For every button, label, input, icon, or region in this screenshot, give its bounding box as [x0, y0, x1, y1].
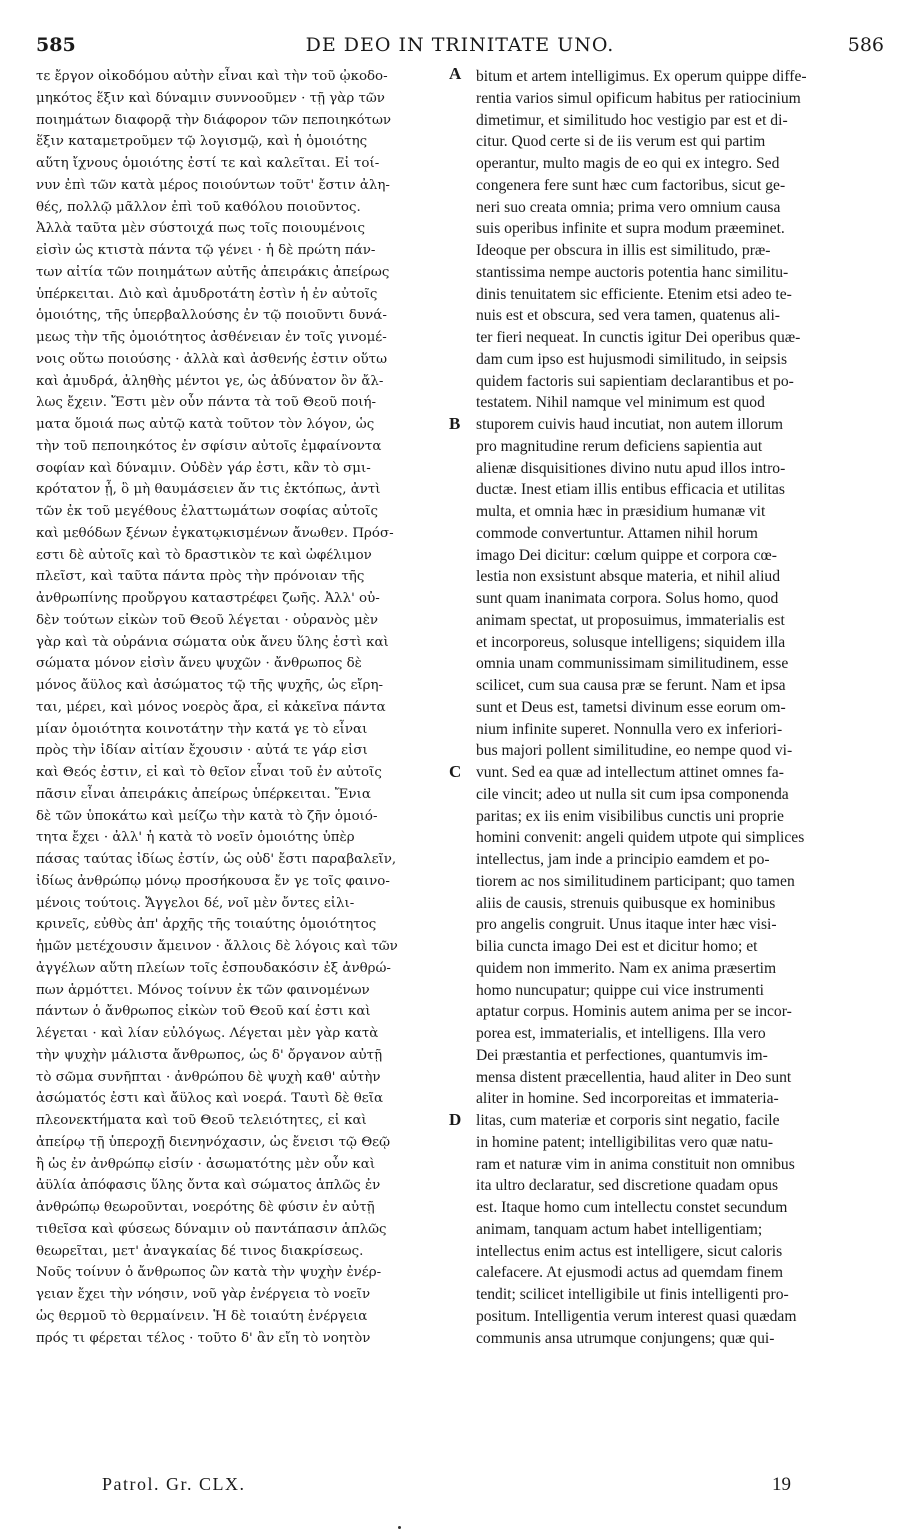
page-number-right: 586	[847, 34, 884, 56]
greek-text-line: Νοῦς τοίνυν ὁ ἄνθρωπος ὢν κατὰ τὴν ψυχὴν ἐνέρ-	[36, 1265, 382, 1281]
greek-text-line: νοις οὕτω ποιούσης · ἀλλὰ καὶ ἀσθενής ἐστιν οὕτω	[36, 351, 387, 367]
latin-column	[476, 66, 888, 1349]
greek-text-line: ὡς θερμοῦ τὸ θερμαίνειν. Ἡ δὲ τοιαύτη ἐνέργεια	[36, 1308, 368, 1324]
section-marker-c: C	[449, 762, 462, 781]
latin-text-line: operantur, multo magis de eo qui ex integro. Sed	[476, 155, 780, 172]
greek-text-line: ἀϋλία ἀπόφασις ὕλης ὄντα καὶ σώματος ἁπλῶς ἐν	[36, 1178, 381, 1194]
footer-signature: Patrol. Gr. CLX.	[102, 1474, 246, 1494]
greek-text-line: σοφίαν καὶ δύναμιν. Οὐδὲν γάρ ἐστι, κἂν τὸ σμι-	[36, 460, 371, 476]
latin-text-line: est. Itaque homo cum intellectu constet secundum	[476, 1199, 788, 1216]
greek-text-line: ἕξιν καταμετροῦμεν τῷ λογισμῷ, καὶ ἡ ὁμοιότης	[36, 134, 368, 150]
greek-text-line: τὴν ψυχὴν μάλιστα ἄνθρωπος, ὡς δ' ὄργανον αὐτῇ	[36, 1047, 383, 1063]
latin-text-line: porea est, immaterialis, et intelligens. Illa vero	[476, 1025, 766, 1042]
latin-text-line: pro angelis congruit. Unus itaque inter hæc visi-	[476, 916, 777, 934]
latin-text-line: nium infinite superet. Nonnulla vero ex inferiori-	[476, 720, 783, 738]
greek-text-line: των αἰτία τῶν ποιημάτων αὐτῆς ἀπειράκις ἀπείρως	[36, 264, 390, 280]
greek-text-line: ὑπέρκειται. Διὸ καὶ ἀμυδροτάτη ἐστὶν ἡ ἐν αὐτοῖς	[36, 286, 378, 302]
greek-text-line: ἀγγέλων αὕτη πλείων τοῖς ἐσπουδακόσιν ἐξ ἀνθρώ-	[36, 960, 391, 976]
latin-text-line: dam cum ipso est hujusmodi similitudo, in seipsis	[476, 350, 788, 368]
greek-text-line: πάσας ταύτας ἰδίως ἐστίν, ὡς οὐδ' ἔστι παραβαλεῖν,	[36, 852, 397, 867]
running-header	[36, 34, 884, 64]
latin-text-line: ita ultro declaratur, sed discretione quadam opus	[476, 1177, 779, 1195]
latin-text-line: dimetimur, et similitudo hoc vestigio par est et di-	[476, 111, 788, 129]
greek-text-line: μίαν ὁμοιότητα κοινοτάτην τὴν κατά γε τὸ εἶναι	[36, 721, 368, 737]
latin-text-line: ter fieri nequeat. In cunctis igitur Dei operibus quæ-	[476, 329, 801, 346]
latin-text-line: mensa distent præcellentia, haud aliter in Deo sunt	[476, 1068, 792, 1086]
latin-text-line: paritas; ex iis enim visibilibus cunctis uni proprie	[476, 807, 784, 825]
greek-text-line: ἀνθρωπίνης προὔργου καταστρέφει ζωῆς. Ἀλλ' οὐ-	[36, 591, 380, 606]
greek-text-line: ματα ὅμοιά πως αὐτῷ κατὰ τοῦτον τὸν λόγον, ὡς	[36, 417, 375, 432]
latin-text-line: sunt quam inanimata corpora. Solus homo, quod	[476, 590, 779, 607]
latin-text-line: stantissima nempe auctoris potentia hanc similitu-	[476, 263, 789, 281]
latin-text-line: testatem. Nihil namque vel minimum est quod	[476, 394, 765, 412]
greek-text-line: κρότατον ᾖ, ὃ μὴ θαυμάσειεν ἄν τις ἐκτόπως, ἀντὶ	[36, 482, 381, 498]
latin-text-line: tiorem ac nos similitudinem participant; quo tamen	[476, 872, 795, 890]
greek-text-line: λως ἔχειν. Ἔστι μὲν οὖν πάντα τὰ τοῦ Θεοῦ ποιή-	[36, 395, 377, 411]
greek-text-line: ἀσώματός ἐστι καὶ ἄϋλος καὶ νοερά. Ταυτὶ δὲ θεῖα	[36, 1091, 384, 1107]
greek-text-line: μηκότος ἕξιν καὶ δύναμιν συννοοῦμεν · τῇ γὰρ τῶν	[36, 90, 385, 106]
greek-text-line: κρινεῖς, εὐθὺς ἀπ' ἀρχῆς τῆς τοιαύτης ὁμοιότητος	[36, 917, 377, 933]
greek-text-line: τε ἔργον οἰκοδόμου αὐτὴν εἶναι καὶ τὴν τοῦ ᾠκοδο-	[36, 69, 388, 84]
latin-text-line: imago Dei dicitur: cœlum quippe et corpora cœ-	[476, 546, 777, 564]
latin-text-line: positum. Intelligentia verum interest quasi quædam	[476, 1307, 797, 1325]
latin-text-line: neri suo creata omnia; prima vero omnium causa	[476, 198, 781, 216]
latin-text-line: homo nuncupatur; quippe cui vice instrumenti	[476, 981, 764, 999]
greek-text-line: δὲ τῶν ὑποκάτω καὶ μείζω τὴν κατὰ τὸ ζῆν ὁμοιό-	[36, 808, 378, 824]
latin-text-line: bus majori pollent similitudine, eo nempe quod vi-	[476, 742, 793, 760]
greek-text-line: καὶ Θεός ἐστιν, εἰ καὶ τὸ θεῖον εἶναι τοῦ ἐν αὐτοῖς	[36, 765, 382, 780]
latin-text-line: homini convenit: angeli quidem utpote qui simplices	[476, 829, 805, 847]
greek-text-line: γὰρ καὶ τὰ οὐράνια σώματα οὐκ ἄνευ ὕλης ἐστὶ καὶ	[36, 634, 389, 650]
latin-text-line: bilia cuncta imago Dei est et dicitur homo; et	[476, 938, 758, 955]
latin-text-line: bitum et artem intelligimus. Ex operum quippe diffe-	[476, 68, 807, 85]
latin-text-line: intellectus enim actus est intelligere, sicut caloris	[476, 1242, 783, 1260]
running-title: DE DEO IN TRINITATE UNO.	[305, 34, 615, 56]
latin-text-line: tendit; scilicet intelligibile ut finis intelligenti pro-	[476, 1286, 789, 1303]
page-number-left: 585	[36, 34, 76, 56]
greek-text-line: τὴν τοῦ πεποιηκότος ἐν σφίσιν αὐτοῖς ἐμφαίνοντα	[36, 438, 382, 454]
section-marker-b: B	[449, 414, 461, 433]
greek-text-line: τὸ σῶμα συνῆπται · ἀνθρώπου δὲ ψυχὴ καθ' αὑτὴν	[36, 1069, 381, 1085]
greek-text-line: ἰδίως ἀνθρώπῳ μόνῳ προσήκουσα ἔν γε τοῖς φαινο-	[36, 873, 390, 889]
latin-text-line: ductæ. Inest etiam illis entibus efficacia et utilitas	[476, 481, 785, 499]
latin-text-line: ram et naturæ vim in anima constituit non omnibus	[476, 1155, 795, 1173]
latin-text-line: commode convertuntur. Attamen nihil horum	[476, 524, 758, 542]
greek-text-line: εἰσὶν ὡς κτιστὰ πάντα τῷ γένει · ἡ δὲ πρώτη πάν-	[36, 243, 376, 258]
latin-text-line: omnia unam communissimam similitudinem, esse	[476, 655, 789, 673]
latin-text-line: quidem factoris sui sapientiam declarantibus et po-	[476, 372, 794, 390]
latin-text-line: congenera fere sunt hæc cum factoribus, sicut ge-	[476, 176, 786, 194]
greek-text-line: Ἀλλὰ ταῦτα μὲν σύστοιχά πως τοῖς ποιουμένοις	[36, 221, 365, 237]
greek-text-line: νυν ἐπὶ τῶν κατὰ μέρος ποιούντων τοῦτ' ἔστιν ἀλη-	[36, 177, 390, 193]
greek-text-line: πλεῖστ, καὶ ταῦτα πάντα πρὸς τὴν πρόνοιαν τῆς	[36, 569, 365, 585]
greek-text-line: ἡμῶν μετέχουσιν ἄμεινον · ἄλλοις δὲ λόγοις καὶ τῶν	[36, 939, 398, 954]
greek-column	[36, 66, 460, 1349]
greek-text-line: τητα ἔχει · ἀλλ' ἡ κατὰ τὸ νοεῖν ὁμοιότης ὑπὲρ	[36, 830, 355, 846]
latin-text-line: aptatur corpus. Hominis autem anima per se incor-	[476, 1003, 792, 1021]
latin-text-line: in homine patent; intelligibilitas vero quæ natu-	[476, 1133, 774, 1151]
latin-text-line: pro magnitudine rerum deficiens sapientia aut	[476, 437, 763, 455]
greek-text-line: τῶν ἐκ τοῦ μεγέθους ἐλαττωμάτων σοφίας αὐτοῖς	[36, 504, 378, 519]
greek-text-line: μεως τὴν τῆς ὁμοιότητος ἀσθένειαν ἐν τοῖς γινομέ-	[36, 330, 387, 345]
greek-text-line: καὶ ἀμυδρά, ἀληθὴς μέντοι γε, ὡς ἀδύνατον ὂν ἄλ-	[36, 373, 384, 389]
latin-text-line: animam, tanquam actum habet intelligentiam;	[476, 1220, 763, 1238]
greek-text-line: ται, μέρει, καὶ μόνος νοερὸς ἄρα, εἰ κἀκεῖνα πάντα	[36, 699, 386, 715]
latin-text-line: communis ansa utrumque conjungens; quæ qui-	[476, 1329, 775, 1347]
greek-text-line: καὶ μεθόδων ξένων ἐγκατῳκισμένων ἄνωθεν. Πρόσ-	[36, 525, 394, 541]
greek-text-line: τιθεῖσα καὶ φύσεως δύναμιν οὐ παντάπασιν ἁπλῶς	[36, 1221, 387, 1237]
latin-text-line: aliter in homine. Sed incorporeitas et immateria-	[476, 1090, 779, 1108]
latin-text-line: suis operibus infinite et supra modum præeminet.	[476, 220, 785, 238]
greek-text-line: θές, πολλῷ μᾶλλον ἐπὶ τοῦ καθόλου ποιοῦντος.	[36, 199, 361, 215]
latin-text-line: et incorporeus, solusque intelligens; siquidem illa	[476, 633, 786, 651]
latin-text-line: multa, et omnia hæc in præsidium humanæ vit	[476, 503, 766, 520]
greek-text-line: αὕτη ἴχνους ὁμοιότης ἐστί τε καὶ καλεῖται. Εἰ τοί-	[36, 156, 380, 171]
latin-text-line: quidem non immerito. Nam ex anima præsertim	[476, 959, 777, 977]
section-marker-a: A	[449, 64, 462, 83]
latin-text-line: Dei præstantia et perfectiones, quantumvis im-	[476, 1046, 768, 1064]
greek-text-line: πρὸς τὴν ἰδίαν αἰτίαν ἔχουσιν · αὐτά τε γάρ εἰσι	[36, 743, 368, 759]
footer-sheet-number: 19	[772, 1474, 791, 1495]
greek-text-line: μένοις τούτοις. Ἄγγελοι δέ, νοῖ μὲν ὄντες εἰλι-	[36, 895, 355, 911]
latin-text-line: nuis est et obscura, sed vera tamen, quatenus ali-	[476, 307, 780, 325]
greek-text-line: πρός τι φέρεται τέλος · τοῦτο δ' ἂν εἴη τὸ νοητὸν	[36, 1330, 371, 1346]
greek-text-line: δὲν τούτων εἰκὼν τοῦ Θεοῦ λέγεται · οὐρανὸς μὲν	[36, 612, 379, 628]
greek-text-line: πάντων ὁ ἄνθρωπος εἰκὼν τοῦ Θεοῦ καί ἐστι καὶ	[36, 1004, 371, 1020]
latin-text-line: sunt et Deus est, tametsi divinum esse eorum om-	[476, 698, 786, 716]
greek-text-line: πᾶσιν εἶναι ἀπειράκις ἀπείρως ὑπέρκειται. Ἔνια	[36, 786, 371, 802]
greek-text-line: ἀνθρώπῳ θεωροῦνται, νοερότης δὲ φύσιν ἐν αὐτῇ	[36, 1200, 375, 1215]
latin-text-line: vunt. Sed ea quæ ad intellectum attinet omnes fa-	[476, 764, 784, 781]
latin-text-line: cile vincit; adeo ut nulla sit cum ipsa componenda	[476, 785, 789, 803]
greek-text-line: πλεονεκτήματα καὶ τοῦ Θεοῦ τελειότητες, εἰ καὶ	[36, 1113, 367, 1128]
latin-text-line: Ideoque per obscura in illis est similitudo, præ-	[476, 242, 771, 259]
section-marker-d: D	[449, 1110, 462, 1129]
page-dot	[398, 1526, 401, 1529]
latin-text-line: rentia varios simul opificum habitus per ratiocinium	[476, 89, 801, 107]
greek-text-line: μόνος ἄϋλος καὶ ἀσώματος τῷ τῆς ψυχῆς, ὡς εἴρη-	[36, 678, 384, 693]
latin-text-line: scilicet, cum sua causa præ se ferunt. Nam et ipsa	[476, 677, 786, 694]
latin-text-line: alienæ disquisitiones divino nutu apud illos intro-	[476, 459, 786, 477]
greek-text-line: ἢ ὡς ἐν ἀνθρώπῳ εἰσίν · ἀσωματότης μὲν οὖν καὶ	[36, 1156, 376, 1172]
latin-text-line: stuporem cuivis haud incutiat, non autem illorum	[476, 416, 784, 433]
greek-text-line: ὁμοιότης, τῆς ὑπερβαλλούσης ἐν τῷ ποιοῦντι δυνά-	[36, 308, 387, 324]
greek-text-line: σώματα μόνον εἰσὶν ἄνευ ψυχῶν · ἄνθρωπος δὲ	[36, 656, 362, 672]
latin-text-line: animam spectat, ut proposuimus, immaterialis est	[476, 611, 785, 629]
greek-text-line: ποιημάτων διαφορᾷ τὴν διάφορον τῶν πεποιηκότων	[36, 112, 392, 128]
greek-text-line: γειαν ἔχει τὴν νόησιν, νοῦ γὰρ ἐνέργεια τὸ νοεῖν	[36, 1287, 371, 1302]
greek-text-line: εστι δὲ αὐτοῖς καὶ τὸ δραστικὸν τε καὶ ὠφέλιμον	[36, 547, 372, 563]
latin-text-line: calefacere. At ejusmodi actus ad quemdam finem	[476, 1264, 783, 1282]
latin-text-line: dinis tenuitatem sic efficiente. Etenim etsi adeo te-	[476, 285, 792, 303]
latin-text-line: aliis de causis, strenuis quibusque ex hominibus	[476, 894, 776, 912]
greek-text-line: πων ἁρμόττει. Μόνος τοίνυν ἐκ τῶν φαινομένων	[36, 982, 370, 998]
latin-text-line: intellectus, jam inde a principio eamdem et po-	[476, 851, 770, 868]
latin-text-line: citur. Quod certe si de iis verum est qui partim	[476, 133, 766, 151]
greek-text-line: θεωρεῖται, μετ' ἀναγκαίας δέ τινος διακρίσεως.	[36, 1243, 364, 1259]
latin-text-line: litas, cum materiæ et corporis sint negatio, facile	[476, 1112, 780, 1129]
greek-text-line: ἀπείρῳ τῇ ὑπεροχῇ διενηνόχασιν, ὡς ἔνεισι τῷ Θεῷ	[36, 1134, 391, 1150]
latin-text-line: lestia non exsistunt absque materia, et nihil aliud	[476, 568, 781, 586]
greek-text-line: λέγεται · καὶ λίαν εὐλόγως. Λέγεται μὲν γὰρ κατὰ	[36, 1026, 379, 1041]
